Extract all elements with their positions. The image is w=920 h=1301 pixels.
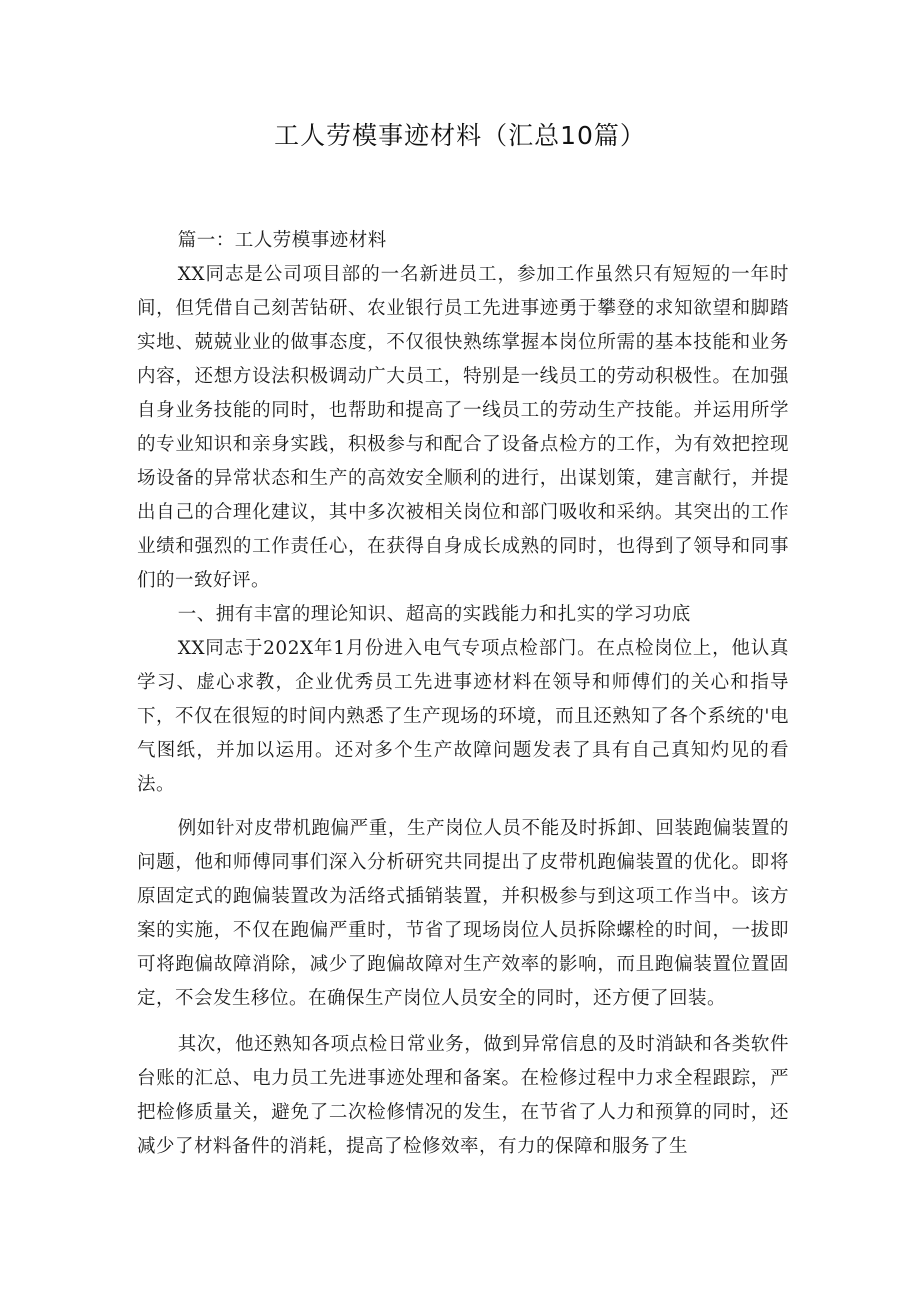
- document-title: 工人劳模事迹材料（汇总10篇）: [274, 121, 646, 150]
- document-body: [137, 224, 789, 1164]
- subsection-heading: 一、拥有丰富的理论知识、超高的实践能力和扎实的学习功底: [177, 604, 691, 625]
- body-paragraph: XX同志于202X年1月份进入电气专项点检部门。在点检岗位上，他认真学习、虚心求教，企业优秀员工先进事迹材料在领导和师傅们的关心和指导下，不仅在很短的时间内熟悉了生产现场的环境，而且还熟知了各个系统的'电气图纸，并加以运用。还对多个生产故障问题发表了具有自己真知灼见的看法。: [137, 638, 789, 795]
- body-paragraph: 例如针对皮带机跑偏严重，生产岗位人员不能及时拆卸、回装跑偏装置的问题，他和师傅同事们深入分析研究共同提出了皮带机跑偏装置的优化。即将原固定式的跑偏装置改为活络式插销装置，并积极参与到这项工作当中。该方案的实施，不仅在跑偏严重时，节省了现场岗位人员拆除螺栓的时间，一拔即可将跑偏故障消除，减少了跑偏故障对生产效率的影响，而且跑偏装置位置固定，不会发生移位。在确保生产岗位人员安全的同时，还方便了回装。: [137, 818, 789, 1009]
- section-heading: 篇一：工人劳模事迹材料: [177, 230, 387, 251]
- body-paragraph: XX同志是公司项目部的一名新进员工，参加工作虽然只有短短的一年时间，但凭借自己刻苦钻研、农业银行员工先进事迹勇于攀登的求知欲望和脚踏实地、兢兢业业的做事态度，不仅很快熟练掌握本岗位所需的基本技能和业务内容，还想方设法积极调动广大员工，特别是一线员工的劳动积极性。在加强自身业务技能的同时，也帮助和提高了一线员工的劳动生产技能。并运用所学的专业知识和亲身实践，积极参与和配合了设备点检方的工作，为有效把控现场设备的异常状态和生产的高效安全顺利的进行，出谋划策，建言献行，并提出自己的合理化建议，其中多次被相关岗位和部门吸收和采纳。其突出的工作业绩和强烈的工作责任心，在获得自身成长成熟的同时，也得到了领导和同事们的一致好评。: [137, 264, 789, 591]
- body-paragraph: 其次，他还熟知各项点检日常业务，做到异常信息的及时消缺和各类软件台账的汇总、电力员工先进事迹处理和备案。在检修过程中力求全程跟踪，严把检修质量关，避免了二次检修情况的发生，在节省了人力和预算的同时，还减少了材料备件的消耗，提高了检修效率，有力的保障和服务了生: [137, 1034, 789, 1157]
